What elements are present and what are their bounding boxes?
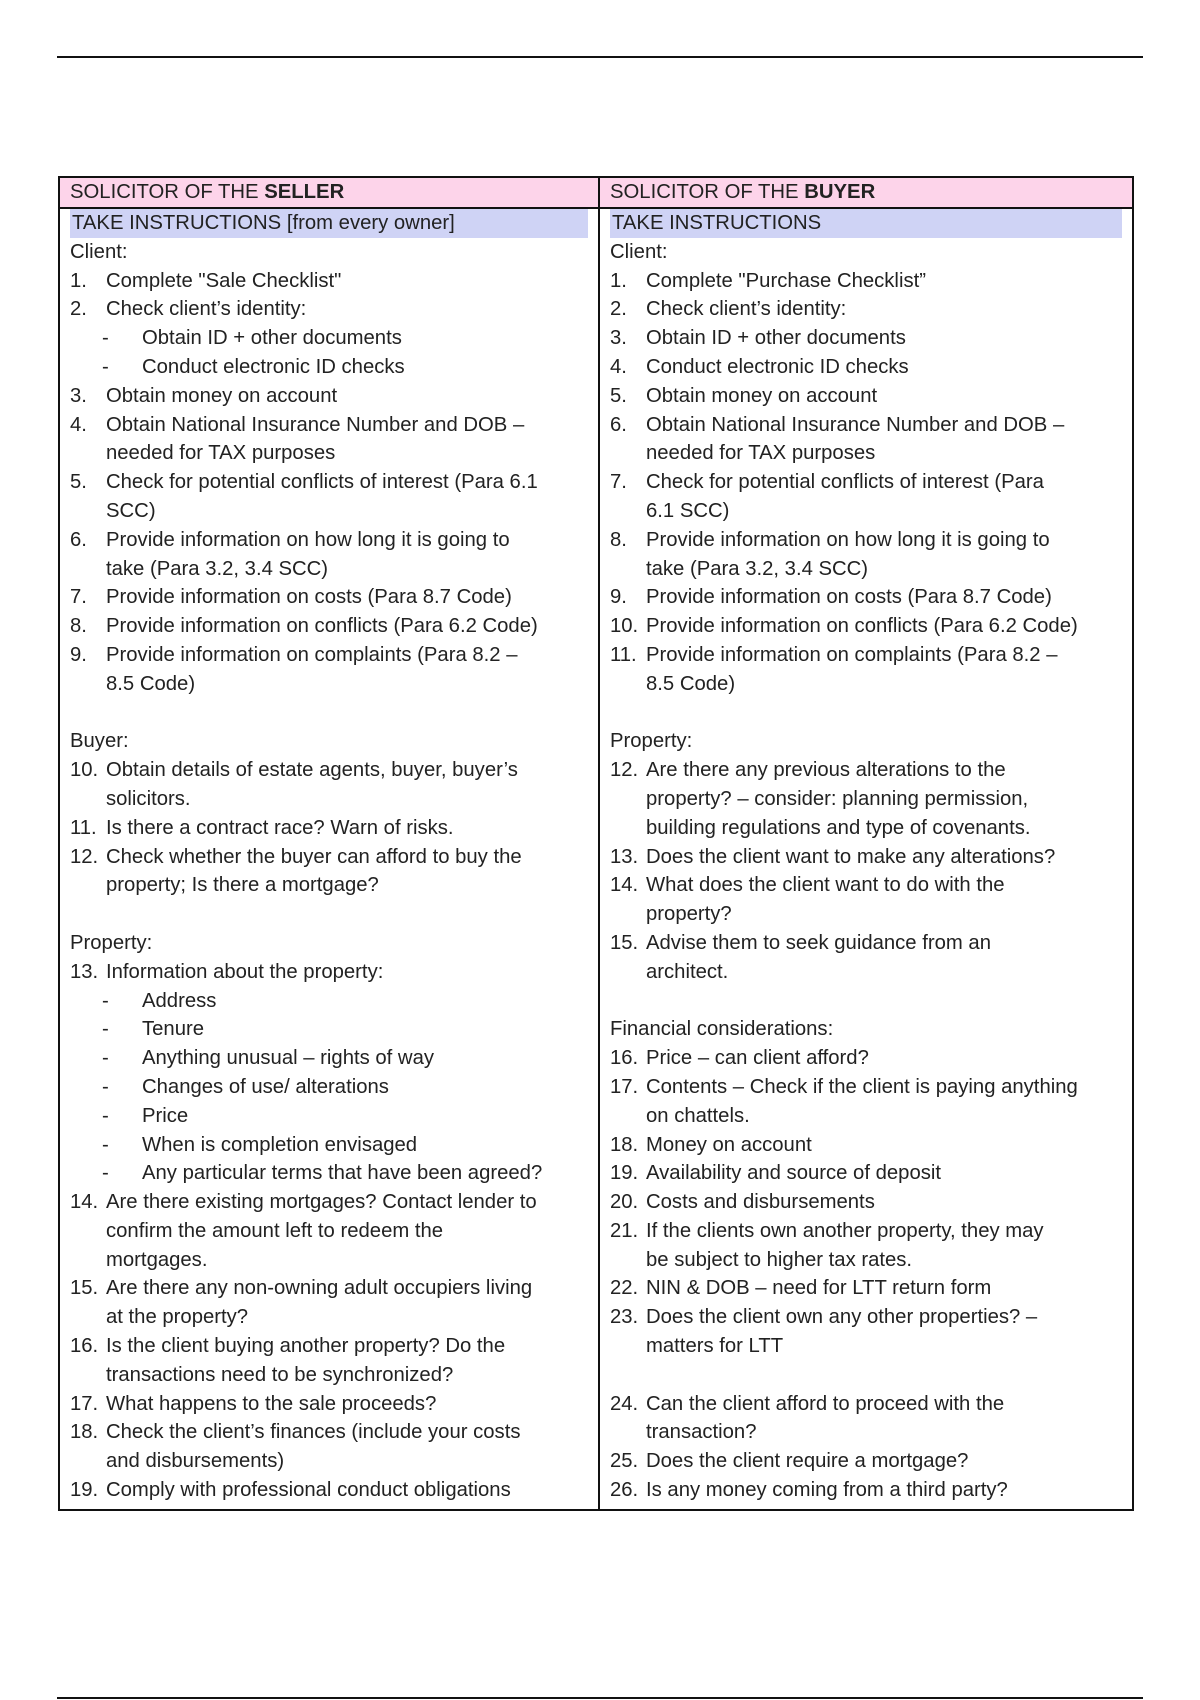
- list-item: 11. Provide information on complaints (Para 8.2 – 8.5 Code): [610, 643, 1058, 695]
- list-item: 5. Obtain money on account: [610, 384, 878, 407]
- list-item: 6. Obtain National Insurance Number and DOB – needed for TAX purposes: [610, 413, 1065, 465]
- list-item: 24. Can the client afford to proceed with the transaction?: [610, 1392, 1005, 1444]
- list-item: 10. Obtain details of estate agents, buyer, buyer’s solicitors.: [70, 759, 518, 810]
- list-item: 7. Provide information on costs (Para 8.7 Code): [70, 586, 512, 609]
- buyer-header: SOLICITOR OF THE BUYER: [599, 177, 1133, 208]
- seller-instructions-heading: TAKE INSTRUCTIONS [from every owner]: [70, 209, 588, 238]
- list-item: 13. Does the client want to make any alterations?: [610, 845, 1056, 868]
- list-item: 5. Check for potential conflicts of interest (Para 6.1 SCC): [70, 471, 538, 522]
- list-item: 25. Does the client require a mortgage?: [610, 1450, 969, 1473]
- bullet-item: - Anything unusual – rights of way: [102, 1047, 434, 1070]
- list-item: 1. Complete "Sale Checklist": [70, 269, 342, 292]
- seller-column: [59, 208, 599, 1510]
- list-item: 16. Price – can client afford?: [610, 1047, 869, 1070]
- list-item: 17. What happens to the sale proceeds?: [70, 1392, 437, 1415]
- list-item: 7. Check for potential conflicts of interest (Para 6.1 SCC): [610, 471, 1044, 522]
- seller-client-heading: Client:: [70, 240, 128, 263]
- list-item: 16. Is the client buying another property? Do the transactions need to be synchronized?: [70, 1335, 506, 1386]
- bullet-item: - Address: [102, 989, 217, 1012]
- list-item: 6. Provide information on how long it is going to take (Para 3.2, 3.4 SCC): [70, 528, 510, 580]
- bottom-rule: [57, 1697, 1143, 1699]
- list-item: 22. NIN & DOB – need for LTT return form: [610, 1277, 992, 1300]
- list-item: 17. Contents – Check if the client is paying anything on chattels.: [610, 1075, 1078, 1127]
- buyer-property-heading: Property:: [610, 730, 693, 753]
- list-item: 12. Are there any previous alterations to the property? – consider: planning permission, building regulations and type of covenants.: [610, 759, 1031, 839]
- list-item: 14. What does the client want to do with the property?: [610, 874, 1005, 926]
- seller-header: SOLICITOR OF THE SELLER: [59, 177, 599, 208]
- buyer-client-heading: Client:: [610, 240, 668, 263]
- bullet-item: - Changes of use/ alterations: [102, 1075, 389, 1098]
- list-item: 1. Complete "Purchase Checklist”: [610, 269, 926, 292]
- list-item: 26. Is any money coming from a third party?: [610, 1479, 1008, 1502]
- list-item: 18. Check the client’s finances (include your costs and disbursements): [70, 1421, 521, 1473]
- list-item: 4. Conduct electronic ID checks: [610, 355, 909, 378]
- list-item: 8. Provide information on how long it is going to take (Para 3.2, 3.4 SCC): [610, 528, 1050, 580]
- list-item: 3. Obtain money on account: [70, 384, 338, 407]
- list-item: 9. Provide information on costs (Para 8.7 Code): [610, 586, 1052, 609]
- instructions-table: [58, 176, 1134, 1511]
- buyer-instructions-heading: TAKE INSTRUCTIONS: [610, 209, 1122, 238]
- list-item: 21. If the clients own another property, they may be subject to higher tax rates.: [610, 1219, 1044, 1271]
- header-row: [59, 177, 1133, 208]
- body-row: [59, 208, 1133, 1510]
- seller-buyer-heading: Buyer:: [70, 730, 129, 753]
- list-item: 12. Check whether the buyer can afford to buy the property; Is there a mortgage?: [70, 845, 522, 897]
- list-item: 4. Obtain National Insurance Number and DOB – needed for TAX purposes: [70, 413, 525, 465]
- list-item: 23. Does the client own any other properties? – matters for LTT: [610, 1306, 1038, 1358]
- buyer-column: [599, 208, 1133, 1510]
- bullet-item: - When is completion envisaged: [102, 1133, 418, 1156]
- list-item: 13. Information about the property:: [70, 960, 384, 983]
- list-item: 2. Check client’s identity:: [70, 298, 307, 321]
- top-rule: [57, 56, 1143, 58]
- list-item: 3. Obtain ID + other documents: [610, 327, 906, 350]
- list-item: 11. Is there a contract race? Warn of risks.: [70, 816, 454, 839]
- list-item: 19. Availability and source of deposit: [610, 1162, 942, 1185]
- buyer-financial-heading: Financial considerations:: [610, 1018, 834, 1041]
- list-item: 15. Are there any non-owning adult occupiers living at the property?: [70, 1277, 533, 1329]
- list-item: 9. Provide information on complaints (Para 8.2 – 8.5 Code): [70, 643, 518, 695]
- list-item: 8. Provide information on conflicts (Para 6.2 Code): [70, 615, 538, 638]
- list-item: 19. Comply with professional conduct obligations: [70, 1479, 511, 1502]
- bullet-item: - Any particular terms that have been agreed?: [102, 1162, 543, 1185]
- seller-property-heading: Property:: [70, 931, 153, 954]
- bullet-item: - Obtain ID + other documents: [102, 327, 402, 350]
- list-item: 18. Money on account: [610, 1133, 812, 1156]
- list-item: 10. Provide information on conflicts (Para 6.2 Code): [610, 615, 1078, 638]
- bullet-item: - Price: [102, 1104, 189, 1127]
- list-item: 20. Costs and disbursements: [610, 1191, 875, 1214]
- list-item: 14. Are there existing mortgages? Contact lender to confirm the amount left to redeem the mortgages.: [70, 1191, 537, 1271]
- list-item: 15. Advise them to seek guidance from an architect.: [610, 931, 991, 983]
- bullet-item: - Tenure: [102, 1018, 205, 1041]
- bullet-item: - Conduct electronic ID checks: [102, 355, 405, 378]
- list-item: 2. Check client’s identity:: [610, 298, 847, 321]
